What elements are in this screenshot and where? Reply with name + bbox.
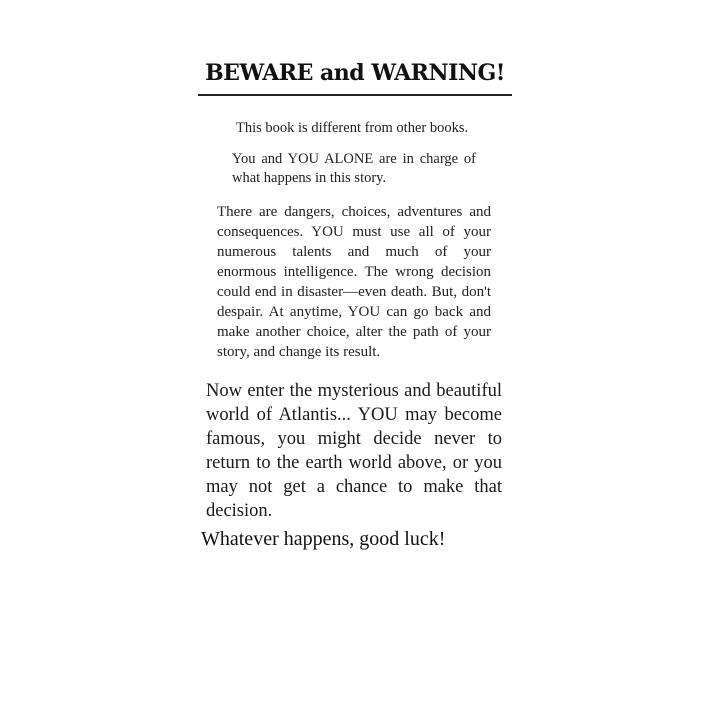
title-underline (198, 94, 512, 96)
page-title: BEWARE and WARNING! (205, 60, 505, 86)
intro-paragraph: This book is different from other books. (236, 120, 469, 136)
atlantis-paragraph: Now enter the mysterious and beautiful world of Atlantis... YOU may become famous, you might decide never to return to the earth world above, or you may not get a chance to make that decision. (206, 381, 502, 521)
good-luck-paragraph: Whatever happens, good luck! (201, 528, 446, 550)
dangers-paragraph: There are dangers, choices, adventures and consequences. YOU must use all of your numerous talents and much of your enormous intelligence. The wrong decision could end in disaster—even death. But, don't despair. At anytime, YOU can go back and make another choice, alter the path of your story, and change its result. (217, 204, 491, 360)
you-alone-paragraph: You and YOU ALONE are in charge of what happens in this story. (232, 151, 476, 186)
